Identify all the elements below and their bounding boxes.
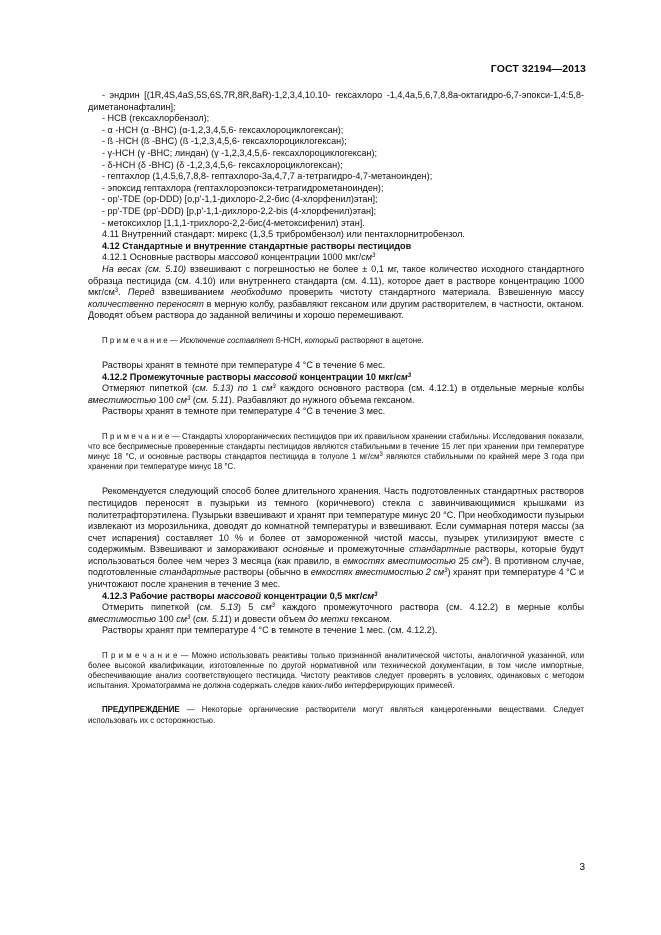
list-item: - HCB (гексахлорбензол); <box>102 113 210 124</box>
list-item: - α -HCH (α -BHC) (α-1,2,3,4,5,6- гексахлороциклогексан); <box>102 124 344 135</box>
paragraph-store-1: Растворы хранят при температуре 4 °С в темноте в течение 1 мес. (см. 4.12.2). <box>102 625 438 636</box>
page-number: 3 <box>579 862 585 873</box>
list-item: - метоксихлор [1,1,1-трихлоро-2,2-бис(4-метоксифенил) этан]. <box>102 217 365 228</box>
paragraph-weighing: На весах (см. 5.10) взвешивают с погрешностью не более ± 0,1 мг, такое количество исходного стандартного образца пестицида (см. 4.10) или внутреннего стандарта (см. 4.11), которое дает в растворе концентрацию 1000 мкг/$см^3$. Перед взвешиванием необходимо проверить чистоту стандартного материала. Взвешенную массу количественно переносят в мерную колбу, разбавляют гексаном или другим растворителем, в частности, октаном. Доводят объем раствора до заданной величины и хорошо перемешивают. <box>88 263 585 321</box>
list-item-endrin: - эндрин [(1R,4S,4aS,5S,6S,7R,8R,8aR)-1,2,3,4,10.10- гексахлоро -1,4,4а,5,6,7,8,8а-октагидро-6,7-эпокси-1,4:5,8- диметанонафталин]; <box>88 90 584 112</box>
warning: ПРЕДУПРЕЖДЕНИЕ — Некоторые органические растворители могут являться канцерогенными веществами. Следует использовать их с осторожностью. <box>88 705 584 725</box>
heading-4-12-1: 4.12.1 Основные растворы массовой концентрации 1000 мкг/$см^3$ <box>102 252 376 263</box>
list-item: - γ-HCH (γ -BHC; линдан) (γ -1,2,3,4,5,6- гексахлороциклогексан); <box>102 147 378 158</box>
paragraph-pipette-1: Отмеряют пипеткой (см. 5.13) по 1 $см^3$ каждого основного раствора (см. 4.12.1) в отдельные мерные колбы вместимостью 100 $см^3$ (см. 5.11). Разбавляют до нужного объема гексаном. <box>88 383 584 405</box>
list-item: - op'-TDE (op-DDD) [o,p'-1,1-дихлоро-2,2-бис (4-хлорфенил)этан]; <box>102 194 378 205</box>
paragraph-pipette-2: Отмерить пипеткой (см. 5.13) 5 $см^3$ каждого промежуточного раствора (см. 4.12.2) в мерные колбы вместимостью 100 $см^3$ (см. 5.11) и довести объем до метки гексаном. <box>88 602 584 624</box>
list-item: - эпоксид гептахлора (гептахлороэпокси-тетрагидрометаноинден); <box>102 182 384 193</box>
paragraph-4-11: 4.11 Внутренний стандарт: мирекс (1,3,5 трибромбензол) или пентахлорнитробензол. <box>102 229 465 240</box>
note-3: П р и м е ч а н и е — Можно использовать реактивы только признанной аналитической чистоты, аналогичной указанной, или более высокой квалификации, изготовленные по другой нормативной или технической документации, в том числе импортные, обеспечивающие анализ соответствующего пестицида. Чистоту реактивов следует проверять в условиях, одинаковых с методом испытания. Хроматограмма не должна содержать следов каких-либо интерферирующих примесей. <box>88 651 584 691</box>
note-2: П р и м е ч а н и е — Стандарты хлорорганических пестицидов при их правильном хранении стабильны. Исследования показали, что все беспримесные проверенные стандарты пестицидов являются стабильными в течение 15 лет при хранении при температуре минус 18 °С, и основные растворы стандартов пестицида в толуоле 1 $мг/см^3$ являются стабильными по крайней мере 3 года при хранении при температуре минус 18 °С. <box>88 431 584 472</box>
document-body <box>88 90 584 726</box>
standard-header: ГОСТ 32194—2013 <box>490 63 586 75</box>
paragraph-store-6: Растворы хранят в темноте при температуре 4 °С в течение 6 мес. <box>102 359 386 370</box>
paragraph-store-3: Растворы хранят в темноте при температуре 4 °С в течение 3 мес. <box>102 406 386 417</box>
list-item: - гептахлор (1,4.5,6,7,8,8- гептахлоро-3а,4,7,7 а-тетрагидро-4,7-метаноинден); <box>102 171 433 182</box>
note-1: П р и м е ч а н и е — Исключение составляет ß-HCH, который растворяют в ацетоне. <box>102 335 424 345</box>
list-item: - ß -HCH (ß -BHC) (ß -1,2,3,4,5,6- гексахлороциклогексан); <box>102 136 347 147</box>
list-item: - pp'-TDE (pp'-DDD) [p,p'-1,1-дихлоро-2,2-bis (4-хлорфенил)этан]; <box>102 205 377 216</box>
heading-4-12-3: 4.12.3 Рабочие растворы массовой концентрации 0,5 мкг/$см^3$ <box>102 590 378 601</box>
paragraph-recommend: Рекомендуется следующий способ более длительного хранения. Часть подготовленных стандартных растворов пестицидов переносят в пузырьки из темного (коричневого) стекла с завинчивающимися крышками из политетрафторэтилена. Пузырьки взвешивают и хранят при температуре минус 20 °С. При необходимости пузырьки извлекают из морозильника, доводят до комнатной температуры и взвешивают. Если суммарная потеря массы (за счет испарения) составляет 10 % и более от замороженной чистой массы, пузырек утилизируют вместе с содержимым. Взвешивают и замораживают основные и промежуточные стандартные растворы, которые будут использоваться более чем через 3 месяца (как правило, в емкостях вместимостью 25 $см^3$). В противном случае, подготовленные стандартные растворы (обычно в емкостях вместимостью 2 $см^3$) хранят при температуре 4 °С и уничтожают после хранения в течение 3 мес. <box>88 486 584 590</box>
heading-4-12: 4.12 Стандартные и внутренние стандартные растворы пестицидов <box>102 240 412 251</box>
heading-4-12-2: 4.12.2 Промежуточные растворы массовой концентрации 10 мкг/$см^3$ <box>102 371 412 382</box>
list-item: - δ-HCH (δ -BHC) (δ -1,2,3,4,5,6- гексахлороциклогексан); <box>102 159 343 170</box>
